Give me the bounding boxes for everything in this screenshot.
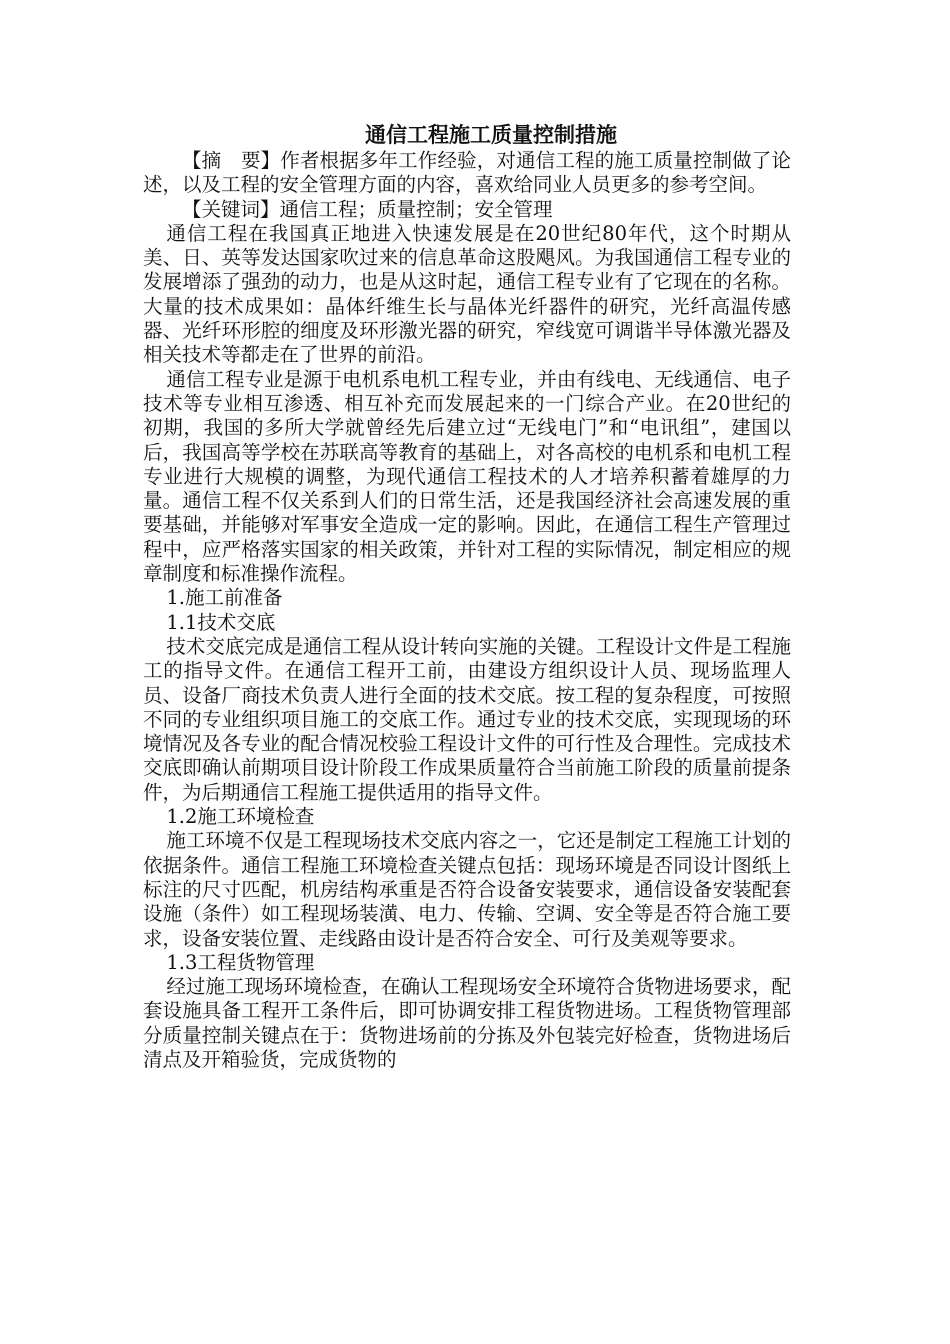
document-title: 通信工程施工质量控制措施 — [365, 122, 617, 147]
keywords-paragraph — [143, 198, 791, 222]
body-paragraph: 通信工程在我国真正地进入快速发展是在20世纪80年代，这个时期从美、日、英等发达国家吹过来的信息革命这股飓风。为我国通信工程专业的发展增添了强劲的动力，也是从这时起，通信工程专业有了它现在的名称。大量的技术成果如：晶体纤维生长与晶体光纤器件的研究，光纤高温传感器、光纤环形腔的细度及环形激光器的研究，窄线宽可调谐半导体激光器及相关技术等都走在了世界的前沿。 — [143, 221, 791, 367]
subsection-heading: 1.3工程货物管理 — [166, 950, 315, 974]
keywords-text: 通信工程；质量控制；安全管理 — [279, 197, 553, 221]
body-paragraph: 经过施工现场环境检查，在确认工程现场安全环境符合货物进场要求，配套设施具备工程开工条件后，即可协调安排工程货物进场。工程货物管理部分质量控制关键点在于：货物进场前的分拣及外包装完好检查，货物进场后清点及开箱验货，完成货物的 — [143, 975, 791, 1071]
body-paragraph: 技术交底完成是通信工程从设计转向实施的关键。工程设计文件是工程施工的指导文件。在通信工程开工前，由建设方组织设计人员、现场监理人员、设备厂商技术负责人进行全面的技术交底。按工程的复杂程度，可按照不同的专业组织项目施工的交底工作。通过专业的技术交底，实现现场的环境情况及各专业的配合情况校验工程设计文件的可行性及合理性。完成技术交底即确认前期项目设计阶段工作成果质量符合当前施工阶段的质量前提条件，为后期通信工程施工提供适用的指导文件。 — [143, 634, 791, 804]
abstract-paragraph — [143, 149, 791, 198]
section-heading: 1.施工前准备 — [166, 586, 283, 610]
body-paragraph: 施工环境不仅是工程现场技术交底内容之一，它还是制定工程施工计划的依据条件。通信工程施工环境检查关键点包括：现场环境是否同设计图纸上标注的尺寸匹配，机房结构承重是否符合设备安装要求，通信设备安装配套设施（条件）如工程现场装潢、电力、传输、空调、安全等是否符合施工要求，设备安装位置、走线路由设计是否符合安全、可行及美观等要求。 — [143, 829, 791, 950]
subsection-heading: 1.2施工环境检查 — [166, 805, 315, 829]
abstract-label: 【摘 要】 — [182, 149, 281, 172]
abstract-text: 作者根据多年工作经验，对通信工程的施工质量控制做了论述，以及工程的安全管理方面的内容，喜欢给同业人员更多的参考空间。 — [143, 149, 791, 197]
document-body — [143, 122, 791, 1072]
body-paragraph: 通信工程专业是源于电机系电机工程专业，并由有线电、无线通信、电子技术等专业相互渗透、相互补充而发展起来的一门综合产业。在20世纪的初期，我国的多所大学就曾经先后建立过“无线电门”和“电讯组”，建国以后，我国高等学校在苏联高等教育的基础上，对各高校的电机系和电机工程专业进行大规模的调整，为现代通信工程技术的人才培养积蓄着雄厚的力量。通信工程不仅关系到人们的日常生活，还是我国经济社会高速发展的重要基础，并能够对军事安全造成一定的影响。因此，在通信工程生产管理过程中，应严格落实国家的相关政策，并针对工程的实际情况，制定相应的规章制度和标准操作流程。 — [143, 367, 791, 586]
keywords-label: 【关键词】 — [182, 197, 280, 221]
subsection-heading: 1.1技术交底 — [166, 610, 276, 634]
